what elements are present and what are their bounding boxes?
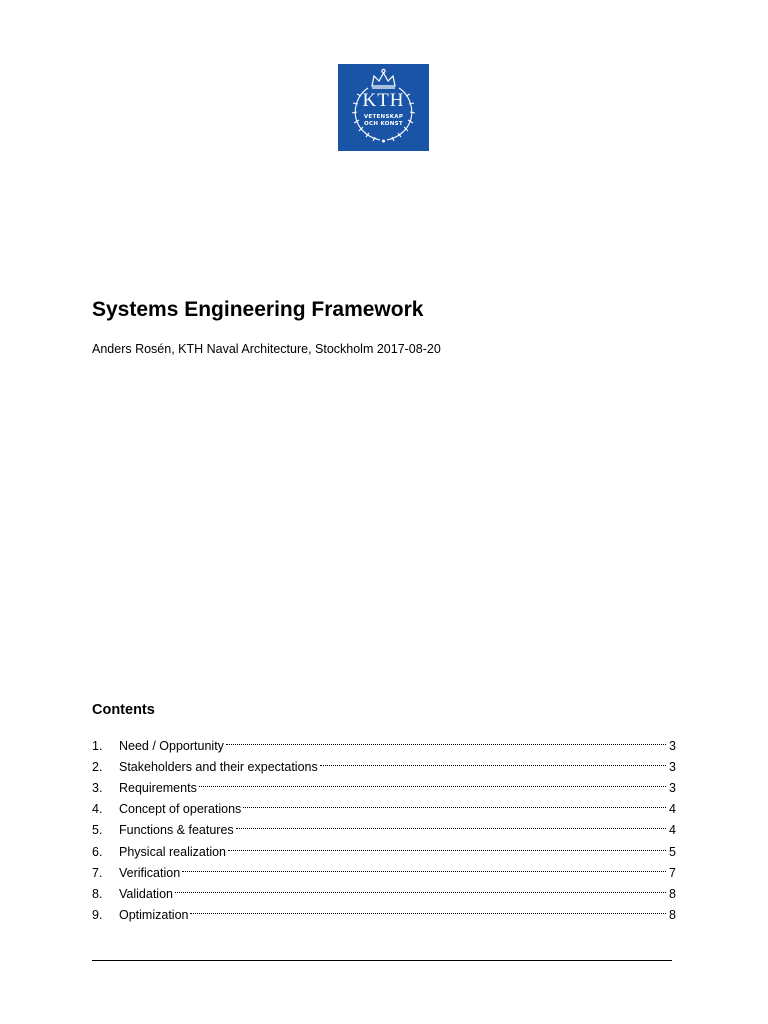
toc-entry-page: 8 — [669, 907, 676, 922]
toc-leader-dots — [199, 771, 666, 792]
toc-leader-dots — [236, 813, 666, 834]
toc-entry-page: 5 — [669, 844, 676, 859]
toc-leader-dots — [190, 898, 666, 919]
toc-entry-number: 4. — [92, 802, 103, 817]
toc-entry-label: Optimization — [119, 907, 189, 922]
toc-entry-number: 7. — [92, 865, 103, 880]
toc-entry-number: 5. — [92, 823, 103, 838]
toc-entry-number: 1. — [92, 739, 103, 754]
toc-entry-page: 4 — [669, 823, 676, 838]
toc-leader-dots — [226, 729, 666, 750]
toc-entry-label: Requirements — [119, 781, 197, 796]
toc-heading: Contents — [92, 702, 155, 718]
toc-entry-number: 2. — [92, 760, 103, 775]
document-subtitle: Anders Rosén, KTH Naval Architecture, Stockholm 2017-08-20 — [92, 342, 441, 356]
toc-entry-page: 3 — [669, 760, 676, 775]
toc-entry-page: 3 — [669, 781, 676, 796]
table-of-contents — [92, 729, 676, 922]
toc-leader-dots — [228, 834, 666, 855]
toc-entry-page: 4 — [669, 802, 676, 817]
toc-entry-label: Functions & features — [119, 823, 234, 838]
toc-leader-dots — [243, 792, 666, 813]
toc-entry-label: Stakeholders and their expectations — [119, 760, 318, 775]
toc-leader-dots — [175, 877, 666, 898]
toc-entry-number: 9. — [92, 907, 103, 922]
logo-motto-line1: VETENSKAP — [363, 114, 404, 120]
toc-entry[interactable] — [92, 729, 676, 754]
toc-entry-label: Concept of operations — [119, 802, 242, 817]
toc-entry-label: Need / Opportunity — [119, 739, 224, 754]
toc-entry-label: Verification — [119, 865, 181, 880]
toc-leader-dots — [182, 856, 666, 877]
kth-logo-icon — [338, 64, 429, 151]
toc-entry[interactable] — [92, 898, 676, 922]
toc-entry-page: 3 — [669, 739, 676, 754]
toc-leader-dots — [320, 750, 666, 771]
toc-entry[interactable] — [92, 877, 676, 901]
logo-motto-line2: OCH KONST — [364, 121, 403, 127]
footer-divider — [92, 960, 672, 961]
toc-entry-label: Physical realization — [119, 844, 226, 859]
toc-entry-page: 8 — [669, 886, 676, 901]
logo-wordmark: KTH — [362, 90, 405, 111]
document-title: Systems Engineering Framework — [92, 298, 424, 321]
toc-entry-number: 6. — [92, 844, 103, 859]
toc-entry-page: 7 — [669, 865, 676, 880]
toc-entry-number: 8. — [92, 886, 103, 901]
toc-entry-number: 3. — [92, 781, 103, 796]
toc-entry-label: Validation — [119, 886, 173, 901]
